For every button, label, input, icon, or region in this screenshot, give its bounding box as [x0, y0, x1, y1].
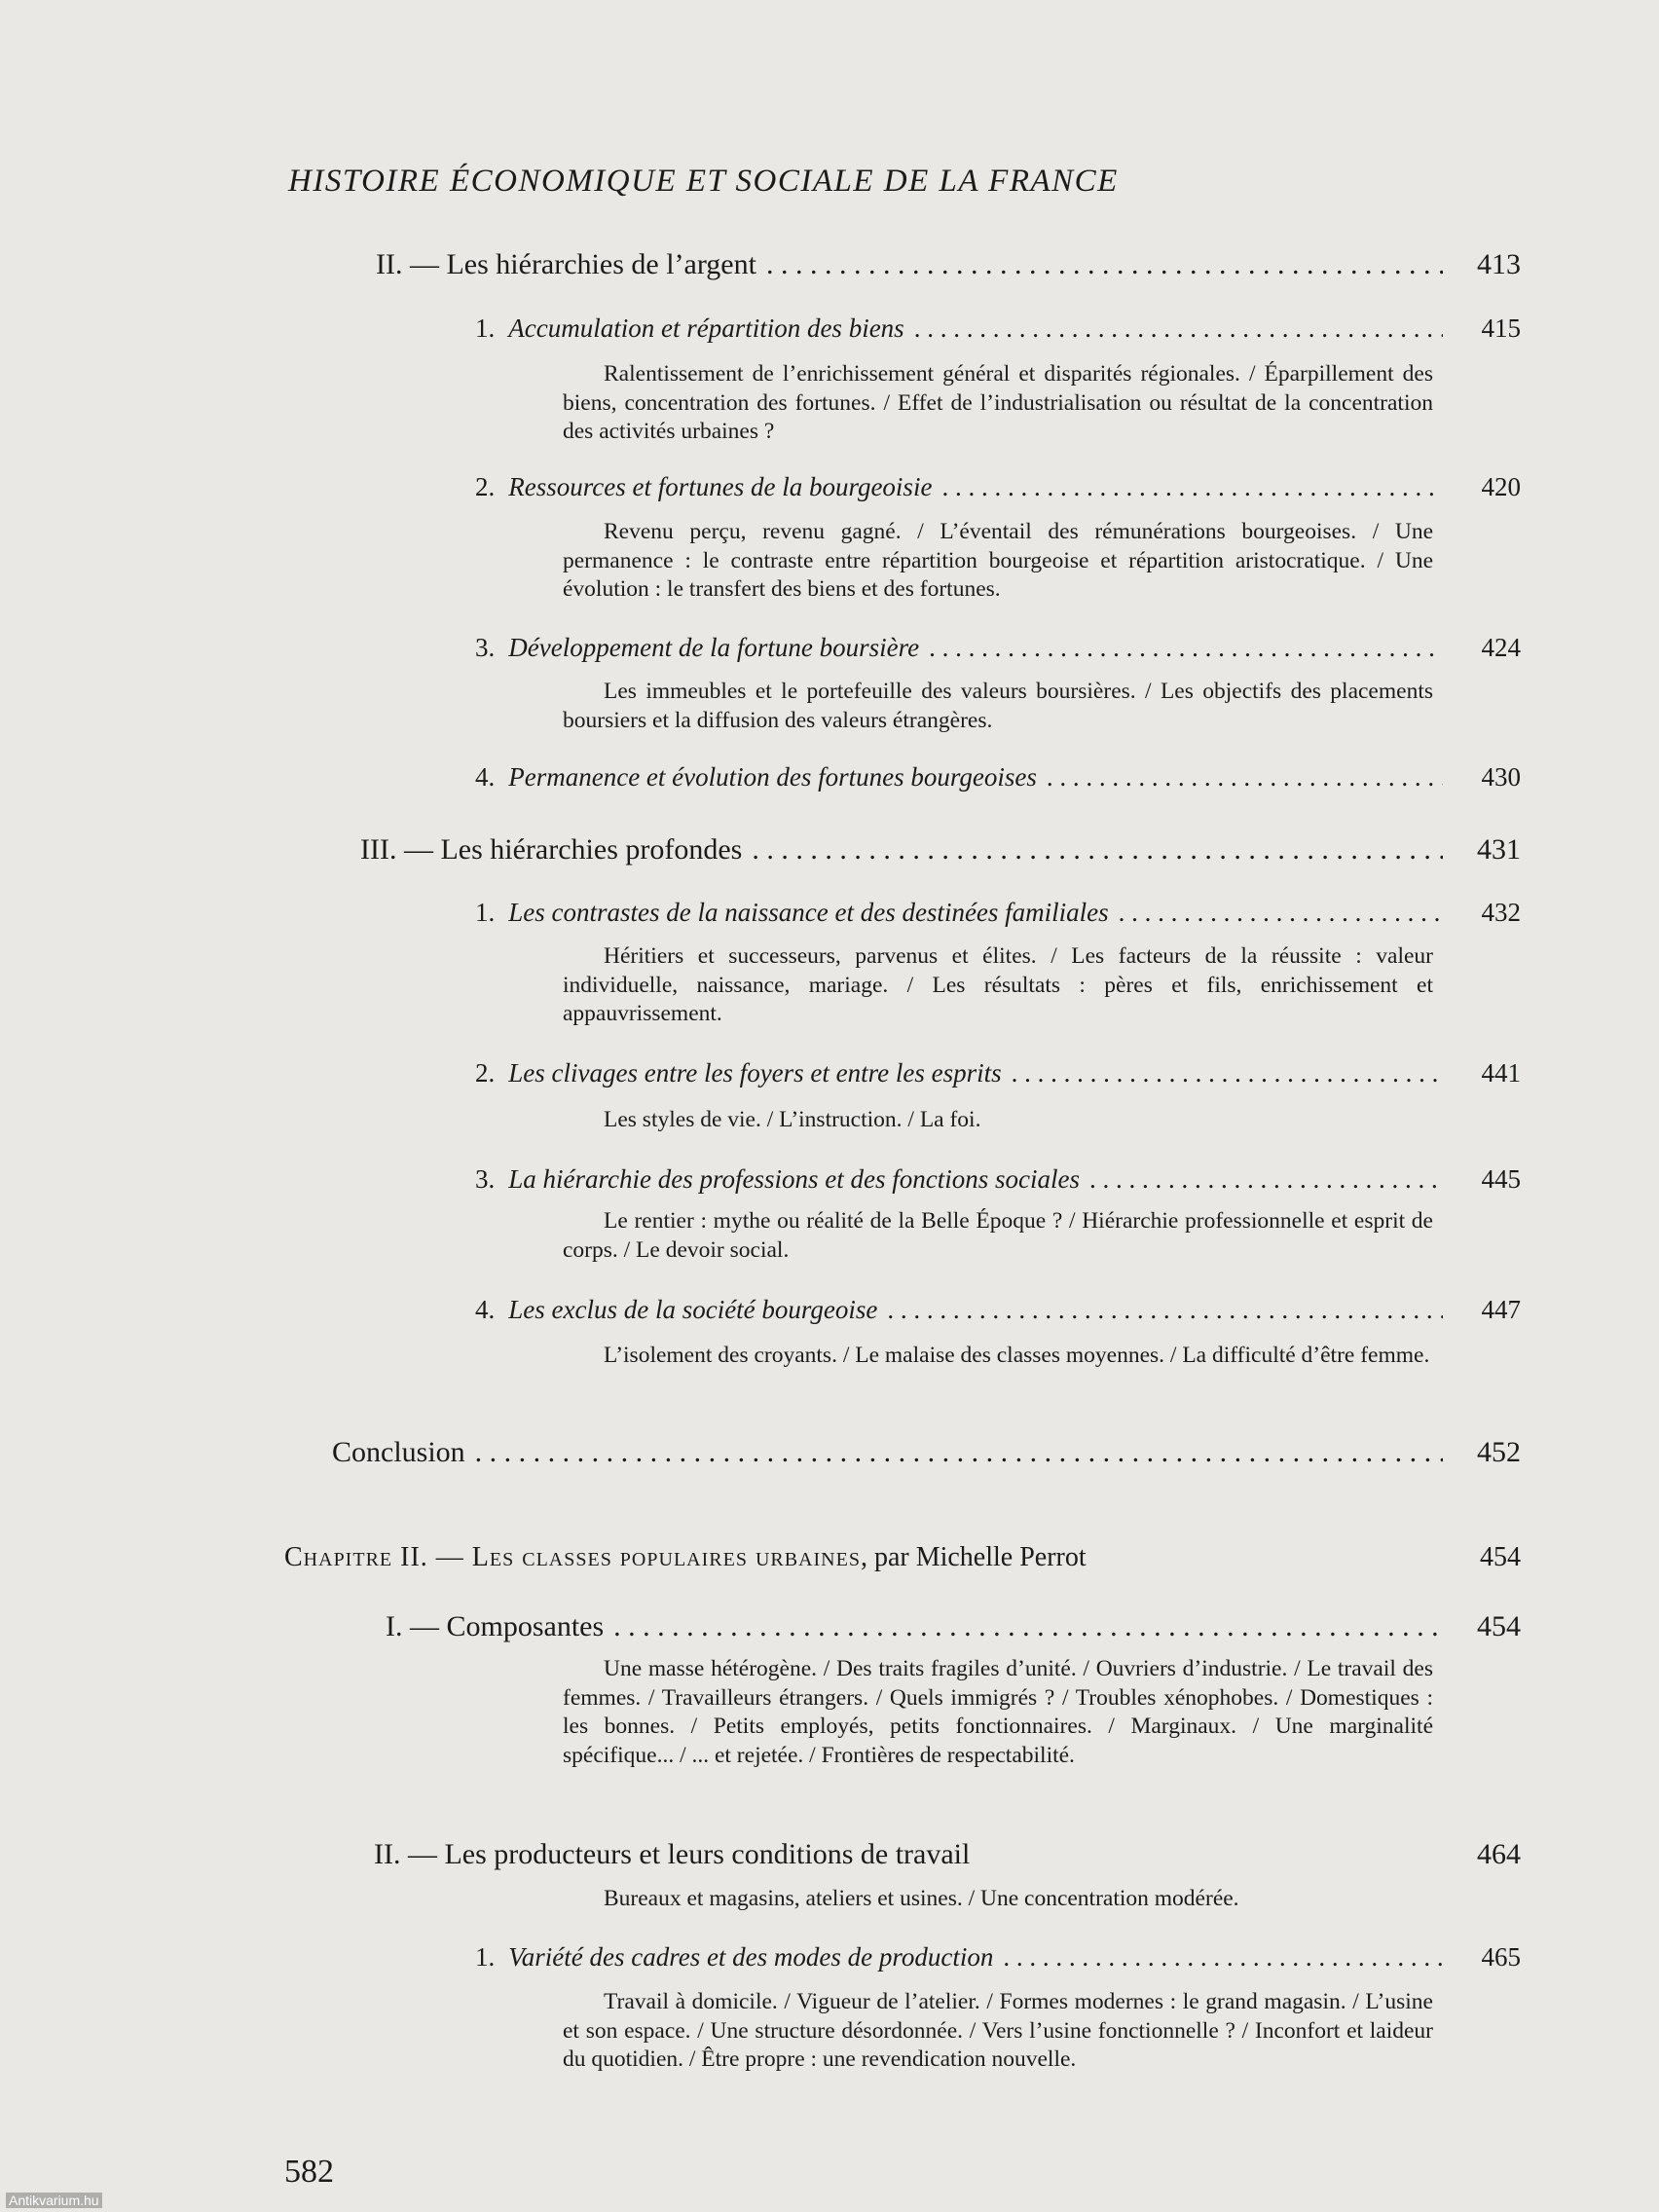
page-number: 465 [1481, 1942, 1521, 1972]
page-number: 452 [1477, 1436, 1521, 1468]
toc-section-entry [376, 248, 1521, 281]
entry-summary: Héritiers et successeurs, parvenus et élites. / Les facteurs de la réussite : valeur individuelle, naissance, mariage. / Les résultats : pères et fils, enrichissement et appauvrissement. [563, 943, 1433, 1026]
toc-section-entry [386, 1610, 1521, 1643]
entry-title: Variété des cadres et des modes de production [508, 1942, 994, 1972]
page-number: 464 [1477, 1838, 1521, 1870]
toc-subsection-entry [475, 1942, 1521, 1972]
entry-summary: Bureaux et magasins, ateliers et usines. / Une concentration modérée. [604, 1886, 1239, 1911]
dot-leader [475, 1436, 1443, 1469]
dot-leader [941, 472, 1443, 502]
entry-number: 3. [475, 1164, 496, 1194]
page-number: 413 [1477, 248, 1521, 280]
dot-leader [1047, 762, 1443, 793]
page-number: 430 [1481, 762, 1521, 792]
page-number: 424 [1481, 633, 1521, 662]
toc-subsection-entry [475, 762, 1521, 793]
entry-number: 1. [475, 313, 496, 343]
entry-title: Les contrastes de la naissance et des destinées familiales [508, 898, 1109, 927]
dot-leader [1012, 1058, 1443, 1088]
page-number: 445 [1481, 1164, 1521, 1194]
toc-subsection-entry [475, 1164, 1521, 1195]
dot-leader [914, 313, 1443, 344]
dot-leader [752, 833, 1443, 866]
dot-leader [887, 1295, 1443, 1325]
toc-subsection-entry [475, 1058, 1521, 1088]
page-number: 441 [1481, 1058, 1521, 1088]
entry-title: Développement de la fortune boursière [508, 633, 920, 662]
dot-leader [613, 1610, 1443, 1643]
dot-leader [1119, 898, 1443, 928]
entry-summary: L’isolement des croyants. / Le malaise des classes moyennes. / La difficulté d’être femme. [604, 1343, 1430, 1368]
entry-summary: Ralentissement de l’enrichissement général et disparités régionales. / Éparpillement des biens, concentration des fortunes. / Effet de l’industrialisation ou résultat de la concentration des activités urbaines ? [563, 361, 1433, 444]
entry-summary: Les immeubles et le portefeuille des valeurs boursières. / Les objectifs des placements boursiers et la diffusion des valeurs étrangères. [563, 679, 1433, 733]
entry-title: Les clivages entre les foyers et entre les esprits [508, 1058, 1002, 1088]
dot-leader [1089, 1164, 1443, 1195]
page-number: 420 [1481, 472, 1521, 501]
entry-title: II. — Les hiérarchies de l’argent [376, 248, 756, 280]
entry-summary: Travail à domicile. / Vigueur de l’atelier. / Formes modernes : le grand magasin. / L’usine et son espace. / Une structure désordonnée. / Vers l’usine fonctionnelle ? / Inconfort et laideur du quotidien. / Être propre : une revendication nouvelle. [563, 1989, 1433, 2072]
page-number: 432 [1481, 898, 1521, 927]
watermark: Antikvarium.hu [6, 2193, 102, 2208]
entry-summary: Revenu perçu, revenu gagné. / L’éventail des rémunérations bourgeoises. / Une permanence : le contraste entre répartition bourgeoise et répartition aristocratique. / Une évolution : le transfert des biens et des fortunes. [563, 519, 1433, 602]
entry-title: Permanence et évolution des fortunes bourgeoises [508, 762, 1037, 792]
entry-number: 3. [475, 633, 496, 662]
entry-title: I. — Composantes [386, 1610, 605, 1642]
toc-conclusion-entry [332, 1436, 1521, 1469]
entry-summary: Les styles de vie. / L’instruction. / La foi. [604, 1107, 981, 1132]
entry-title: Ressources et fortunes de la bourgeoisie [508, 472, 933, 501]
dot-leader [1003, 1942, 1443, 1972]
toc-chapter-entry [284, 1542, 1521, 1573]
entry-summary: Le rentier : mythe ou réalité de la Belle Époque ? / Hiérarchie professionnelle et esprit de corps. / Le devoir social. [563, 1208, 1433, 1263]
entry-number: 4. [475, 1295, 496, 1324]
entry-title: Conclusion [332, 1436, 465, 1468]
chapter-author: , par Michelle Perrot [860, 1542, 1087, 1572]
entry-number: 4. [475, 762, 496, 792]
toc-section-entry [374, 1838, 1521, 1871]
entry-number: 2. [475, 472, 496, 501]
page-number: 431 [1477, 833, 1521, 866]
chapter-label: Chapitre II. — [284, 1542, 472, 1572]
toc-section-entry [360, 833, 1521, 866]
page-number: 447 [1481, 1295, 1521, 1324]
entry-summary: Une masse hétérogène. / Des traits fragiles d’unité. / Ouvriers d’industrie. / Le travail des femmes. / Travailleurs étrangers. / Quels immigrés ? / Troubles xénophobes. / Domestiques : les bonnes. / Petits employés, petits fonctionnaires. / Marginaux. / Une marginalité spécifique... / ... et rejetée. / Frontières de respectabilité. [563, 1656, 1433, 1768]
entry-number: 2. [475, 1058, 496, 1088]
running-head: HISTOIRE ÉCONOMIQUE ET SOCIALE DE LA FRANCE [288, 164, 1119, 199]
toc-subsection-entry [475, 313, 1521, 344]
page-number: 454 [1477, 1610, 1521, 1642]
page-number: 415 [1481, 313, 1521, 343]
toc-subsection-entry [475, 1295, 1521, 1325]
entry-number: 1. [475, 1942, 496, 1972]
toc-subsection-entry [475, 472, 1521, 502]
entry-number: 1. [475, 898, 496, 927]
chapter-title: Les classes populaires urbaines [471, 1542, 861, 1572]
entry-title: II. — Les producteurs et leurs conditions de travail [374, 1838, 971, 1870]
folio-page-number: 582 [284, 2154, 334, 2190]
entry-title: Les exclus de la société bourgeoise [508, 1295, 878, 1324]
entry-title: Accumulation et répartition des biens [508, 313, 904, 343]
entry-title: III. — Les hiérarchies profondes [360, 833, 743, 866]
dot-leader [929, 633, 1443, 663]
page-number: 454 [1480, 1542, 1521, 1572]
toc-subsection-entry [475, 633, 1521, 663]
dot-leader [766, 248, 1443, 281]
toc-subsection-entry [475, 898, 1521, 928]
entry-title: La hiérarchie des professions et des fonctions sociales [508, 1164, 1080, 1194]
